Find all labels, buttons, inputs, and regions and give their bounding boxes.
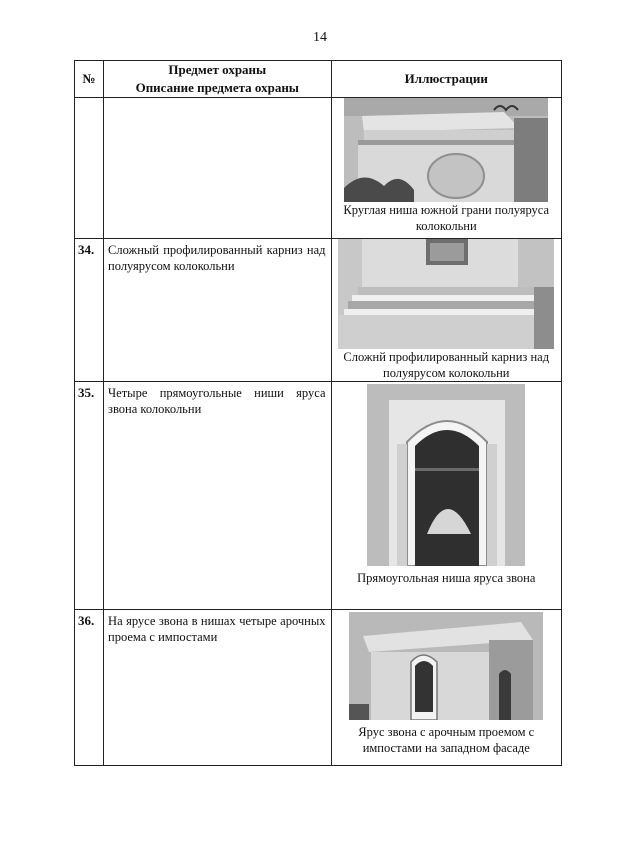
row-caption: Круглая ниша южной грани полуяруса колокольни	[343, 203, 550, 233]
header-subject	[104, 61, 331, 98]
header-illustrations: Иллюстрации	[331, 61, 562, 98]
row-caption: Прямоугольная ниша яруса звона	[357, 571, 536, 585]
table-header-row	[75, 61, 562, 98]
row-num	[75, 98, 104, 239]
row-num: 35.	[75, 382, 104, 610]
row-caption: Сложнй профилированный карниз над полуярусом колокольни	[343, 350, 550, 380]
table-row	[75, 610, 562, 766]
table-row	[75, 239, 562, 382]
row-description: Четыре прямоугольные ниши яруса звона колокольни	[104, 382, 331, 610]
belfry-semitier-round-niche-photo	[344, 98, 548, 202]
row-description	[104, 98, 331, 239]
profiled-cornice-photo	[338, 239, 554, 349]
bell-tier-arch-photo	[349, 612, 543, 720]
row-illustration	[331, 382, 562, 610]
row-caption: Ярус звона с арочным проемом с импостами на западном фасаде	[358, 725, 535, 755]
row-description: На ярусе звона в нишах четыре арочных проема с импостами	[104, 610, 331, 766]
row-illustration	[331, 610, 562, 766]
table-row	[75, 98, 562, 239]
rectangular-niche-photo	[367, 384, 525, 566]
row-num: 34.	[75, 239, 104, 382]
page-number: 14	[313, 30, 327, 45]
header-subject-title: Предмет охраны	[168, 62, 267, 77]
header-subject-description: Описание предмета охраны	[135, 80, 299, 95]
protection-subject-table	[74, 60, 562, 766]
row-description: Сложный профилированный карниз над полуярусом колокольни	[104, 239, 331, 382]
row-num: 36.	[75, 610, 104, 766]
row-illustration	[331, 98, 562, 239]
table-row	[75, 382, 562, 610]
row-illustration	[331, 239, 562, 382]
header-num: №	[75, 61, 104, 98]
